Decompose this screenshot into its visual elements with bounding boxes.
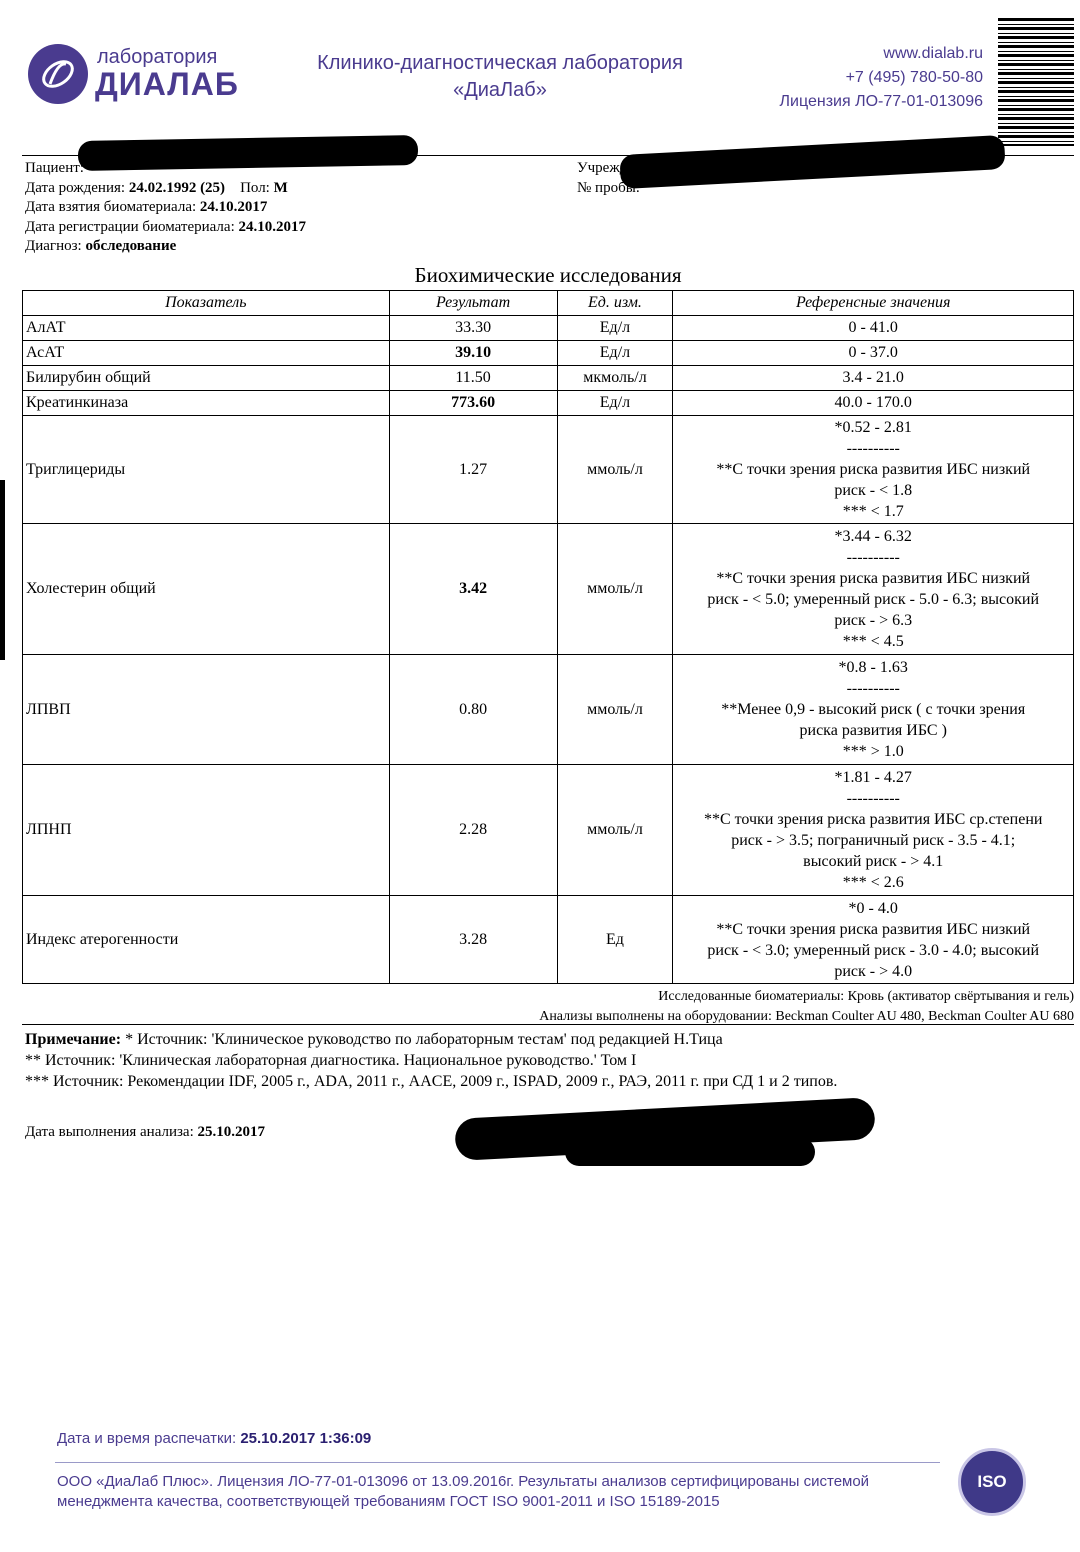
ref-line: ---------- — [846, 440, 900, 457]
lab-title — [280, 50, 720, 104]
equipment-note: Анализы выполнены на оборудовании: Beckman Coulter AU 480, Beckman Coulter AU 680 — [539, 1009, 1074, 1024]
diagnosis-label: Диагноз: — [25, 238, 82, 254]
table-row — [23, 416, 1074, 524]
column-header: Показатель — [23, 291, 390, 316]
diagnosis-value: обследование — [85, 238, 177, 254]
test-name: Индекс атерогенности — [23, 896, 390, 984]
barcode — [998, 18, 1074, 146]
test-reference — [673, 524, 1074, 655]
company-line: ООО «ДиаЛаб Плюс». Лицензия ЛО-77-01-013096 от 13.09.2016г. Результаты анализов сертифицированы системой — [57, 1473, 870, 1490]
table-row — [23, 765, 1074, 896]
notes-label: Примечание: — [25, 1031, 122, 1048]
test-result: 39.10 — [389, 341, 557, 366]
redaction — [565, 1138, 815, 1166]
note-text: * Источник: 'Клиническое руководство по лабораторным тестам' под редакцией Н.Тица — [125, 1031, 723, 1048]
note-line — [25, 1029, 837, 1050]
ref-line: *0.8 - 1.63 — [838, 659, 908, 676]
sex-label: Пол: — [240, 179, 270, 196]
footer-divider — [55, 1462, 940, 1463]
column-header: Ед. изм. — [557, 291, 673, 316]
lab-logo-icon — [28, 44, 88, 104]
section-title: Биохимические исследования — [414, 263, 682, 287]
test-unit: Ед/л — [557, 341, 673, 366]
patient-info — [25, 159, 306, 257]
ref-line: ---------- — [846, 790, 900, 807]
notes-divider — [22, 1024, 1074, 1025]
test-reference: 3.4 - 21.0 — [673, 366, 1074, 391]
license-number: Лицензия ЛО-77-01-013096 — [779, 93, 983, 110]
analysis-date-value: 25.10.2017 — [197, 1124, 265, 1140]
patient-row — [25, 159, 306, 179]
redaction — [619, 135, 1005, 189]
note-line: *** Источник: Рекомендации IDF, 2005 г., ADA, 2011 г., AACE, 2009 г., ISPAD, 2009 г., РАЭ, 2011 г. при СД 1 и 2 типов. — [25, 1073, 838, 1090]
header-divider — [22, 155, 1074, 156]
table-row — [23, 391, 1074, 416]
test-result: 3.42 — [389, 524, 557, 655]
ref-line: **С точки зрения риска развития ИБС низкий — [716, 920, 1031, 938]
sample-info — [577, 159, 640, 198]
notes — [25, 1029, 837, 1092]
ref-line: риск - > 4.0 — [834, 962, 913, 980]
phone-number: +7 (495) 780-50-80 — [845, 69, 983, 86]
table-row — [23, 366, 1074, 391]
column-header: Референсные значения — [673, 291, 1074, 316]
page-edge-mark — [0, 480, 5, 660]
test-unit: ммоль/л — [557, 765, 673, 896]
ref-line: *** < 1.7 — [842, 503, 904, 520]
ref-line: риск - < 1.8 — [834, 482, 913, 499]
column-header: Результат — [389, 291, 557, 316]
ref-line: риск - < 5.0; умеренный риск - 5.0 - 6.3; высокий — [707, 591, 1040, 608]
lab-title-line: «ДиаЛаб» — [453, 79, 547, 101]
test-reference — [673, 416, 1074, 524]
test-reference — [673, 896, 1074, 984]
ref-line: **С точки зрения риска развития ИБС ср.степени — [703, 811, 1043, 828]
diagnosis-row — [25, 237, 306, 257]
registration-value: 24.10.2017 — [238, 218, 306, 235]
ref-line: риск - > 3.5; пограничный риск - 3.5 - 4.1; — [731, 832, 1016, 849]
sample-number-label: № пробы: — [577, 179, 640, 196]
table-row — [23, 896, 1074, 984]
dob-value: 24.02.1992 (25) — [128, 179, 226, 196]
print-datetime-value: 25.10.2017 1:36:09 — [240, 1430, 372, 1447]
ref-line: *** > 1.0 — [842, 743, 904, 760]
contacts — [780, 42, 983, 114]
test-result: 0.80 — [389, 655, 557, 765]
company-line: менеджмента качества, соответствующей требованиям ГОСТ ISO 9001-2011 и ISO 15189-2015 — [57, 1493, 720, 1510]
print-datetime-label: Дата и время распечатки: — [57, 1430, 237, 1447]
sample-taken-row — [25, 198, 306, 218]
ref-line: **С точки зрения риска развития ИБС низкий — [716, 570, 1031, 587]
ref-line: *** < 2.6 — [842, 874, 904, 891]
test-unit: Ед/л — [557, 316, 673, 341]
institution-label: Учрежд — [577, 160, 628, 176]
ref-line: *0.52 - 2.81 — [834, 419, 912, 436]
ref-line: *1.81 - 4.27 — [834, 769, 912, 786]
dob-row — [25, 179, 306, 199]
logo-subtitle: лаборатория — [97, 46, 218, 68]
table-header — [23, 291, 1074, 316]
test-reference: 0 - 37.0 — [673, 341, 1074, 366]
test-result: 11.50 — [389, 366, 557, 391]
ref-line: риск - > 6.3 — [834, 612, 913, 629]
test-unit: Ед — [557, 896, 673, 984]
biomaterials-note: Исследованные биоматериалы: Кровь (активатор свёртывания и гель) — [658, 989, 1074, 1004]
dob-label: Дата рождения: — [25, 179, 126, 196]
table-row — [23, 655, 1074, 765]
test-unit: ммоль/л — [557, 655, 673, 765]
ref-line: высокий риск - > 4.1 — [803, 853, 944, 870]
print-datetime — [57, 1430, 371, 1447]
test-name: Триглицериды — [23, 416, 390, 524]
table-row — [23, 316, 1074, 341]
test-name: ЛПНП — [23, 765, 390, 896]
ref-line: **С точки зрения риска развития ИБС низкий — [716, 461, 1031, 478]
test-unit: ммоль/л — [557, 416, 673, 524]
test-unit: мкмоль/л — [557, 366, 673, 391]
test-result: 3.28 — [389, 896, 557, 984]
test-unit: ммоль/л — [557, 524, 673, 655]
test-name: Билирубин общий — [23, 366, 390, 391]
ref-line: **Менее 0,9 - высокий риск ( с точки зрения — [721, 701, 1026, 718]
ref-line: ---------- — [846, 549, 900, 566]
iso-badge-icon: ISO — [958, 1448, 1026, 1516]
sex-value: М — [273, 179, 288, 196]
lab-title-line: Клинико-диагностическая лаборатория — [317, 52, 683, 74]
ref-line: риск - < 3.0; умеренный риск - 3.0 - 4.0; высокий — [707, 941, 1040, 959]
test-name: Холестерин общий — [23, 524, 390, 655]
ref-line: риска развития ИБС ) — [799, 722, 947, 739]
analysis-date — [25, 1124, 265, 1141]
ref-line: *0 - 4.0 — [848, 899, 898, 917]
sample-taken-value: 24.10.2017 — [199, 199, 268, 215]
test-unit: Ед/л — [557, 391, 673, 416]
test-name: ЛПВП — [23, 655, 390, 765]
registration-row — [25, 218, 306, 238]
test-result: 33.30 — [389, 316, 557, 341]
website-link[interactable]: www.dialab.ru — [883, 45, 983, 62]
test-reference: 40.0 - 170.0 — [673, 391, 1074, 416]
ref-line: *3.44 - 6.32 — [834, 528, 912, 545]
registration-label: Дата регистрации биоматериала: — [25, 218, 235, 235]
test-result: 2.28 — [389, 765, 557, 896]
test-name: АсАТ — [23, 341, 390, 366]
test-reference — [673, 655, 1074, 765]
logo-title: ДИАЛАБ — [95, 66, 239, 102]
table-row — [23, 524, 1074, 655]
table-row — [23, 341, 1074, 366]
company-statement — [57, 1472, 937, 1512]
test-reference: 0 - 41.0 — [673, 316, 1074, 341]
test-reference — [673, 765, 1074, 896]
sample-taken-label: Дата взятия биоматериала: — [25, 199, 197, 215]
ref-line: ---------- — [846, 680, 900, 697]
ref-line: *** < 4.5 — [842, 633, 904, 650]
analysis-date-label: Дата выполнения анализа: — [25, 1124, 194, 1140]
test-result: 1.27 — [389, 416, 557, 524]
test-name: Креатинкиназа — [23, 391, 390, 416]
note-line: ** Источник: 'Клиническая лабораторная диагностика. Национальное руководство.' Том I — [25, 1052, 637, 1069]
results-table — [22, 290, 1074, 984]
test-name: АлАТ — [23, 316, 390, 341]
patient-label: Пациент: — [25, 160, 84, 176]
test-result: 773.60 — [389, 391, 557, 416]
